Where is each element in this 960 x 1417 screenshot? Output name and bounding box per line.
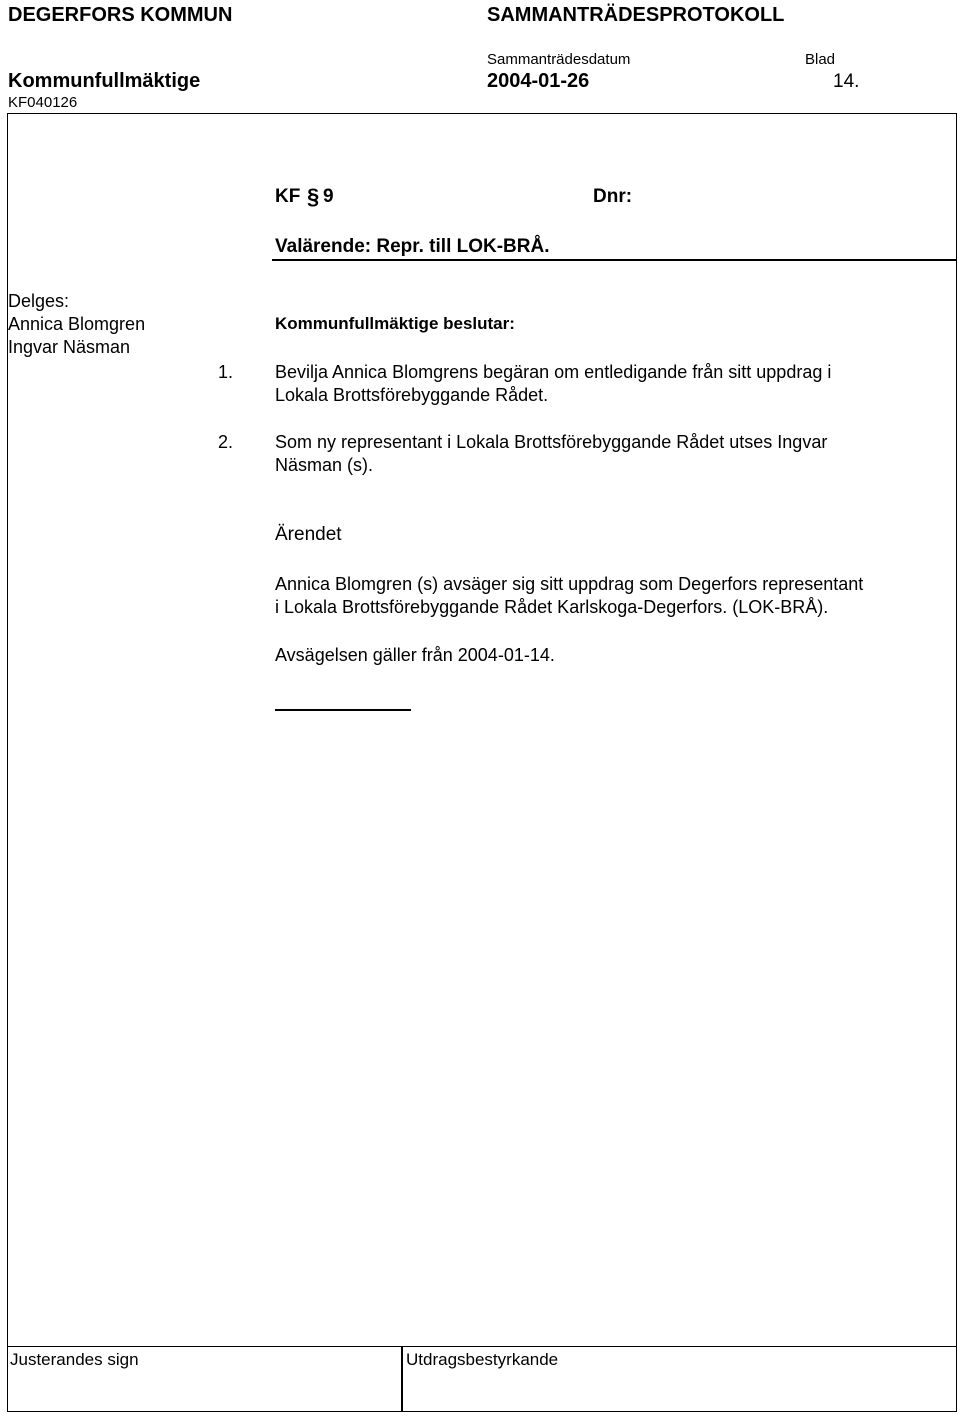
- recipient: Annica Blomgren: [8, 314, 146, 334]
- meeting-date: 2004-01-26: [487, 70, 590, 92]
- extract-cert-label: Utdragsbestyrkande: [406, 1350, 559, 1369]
- document-code: KF040126: [8, 94, 78, 111]
- distribution-label: Delges:: [8, 291, 70, 311]
- decision-heading: Kommunfullmäktige beslutar:: [275, 314, 515, 333]
- dnr-label: Dnr:: [593, 186, 633, 207]
- municipality-name: DEGERFORS KOMMUN: [8, 4, 233, 26]
- matter-text: i Lokala Brottsförebyggande Rådet Karlskoga-Degerfors. (LOK-BRÅ).: [275, 597, 829, 617]
- decision-item-number: 1.: [218, 362, 234, 382]
- recipient: Ingvar Näsman: [8, 337, 131, 357]
- page-frame: [7, 113, 957, 1412]
- page-label: Blad: [805, 51, 836, 68]
- case-number: 9: [323, 186, 334, 207]
- document-type: SAMMANTRÄDESPROTOKOLL: [487, 4, 785, 26]
- matter-text: Avsägelsen gäller från 2004-01-14.: [275, 645, 555, 665]
- case-kf-label: KF: [275, 186, 301, 207]
- decision-item-text: Som ny representant i Lokala Brottsförebyggande Rådet utses Ingvar: [275, 432, 828, 452]
- case-title: Valärende: Repr. till LOK-BRÅ.: [275, 236, 550, 257]
- adjuster-sign-label: Justerandes sign: [10, 1350, 139, 1369]
- section-icon: §: [307, 184, 320, 209]
- signature-divider: [401, 1347, 403, 1412]
- end-rule: [275, 709, 411, 711]
- matter-heading: Ärendet: [275, 524, 342, 545]
- date-label: Sammanträdesdatum: [487, 51, 631, 68]
- decision-item-number: 2.: [218, 432, 234, 452]
- matter-text: Annica Blomgren (s) avsäger sig sitt uppdrag som Degerfors representant: [275, 574, 864, 594]
- title-underline: [272, 259, 956, 261]
- decision-item-text: Bevilja Annica Blomgrens begäran om entledigande från sitt uppdrag i: [275, 362, 832, 382]
- page-number: 14.: [833, 71, 860, 92]
- decision-item-text: Lokala Brottsförebyggande Rådet.: [275, 385, 549, 405]
- decision-item-text: Näsman (s).: [275, 455, 374, 475]
- body-name: Kommunfullmäktige: [8, 70, 201, 92]
